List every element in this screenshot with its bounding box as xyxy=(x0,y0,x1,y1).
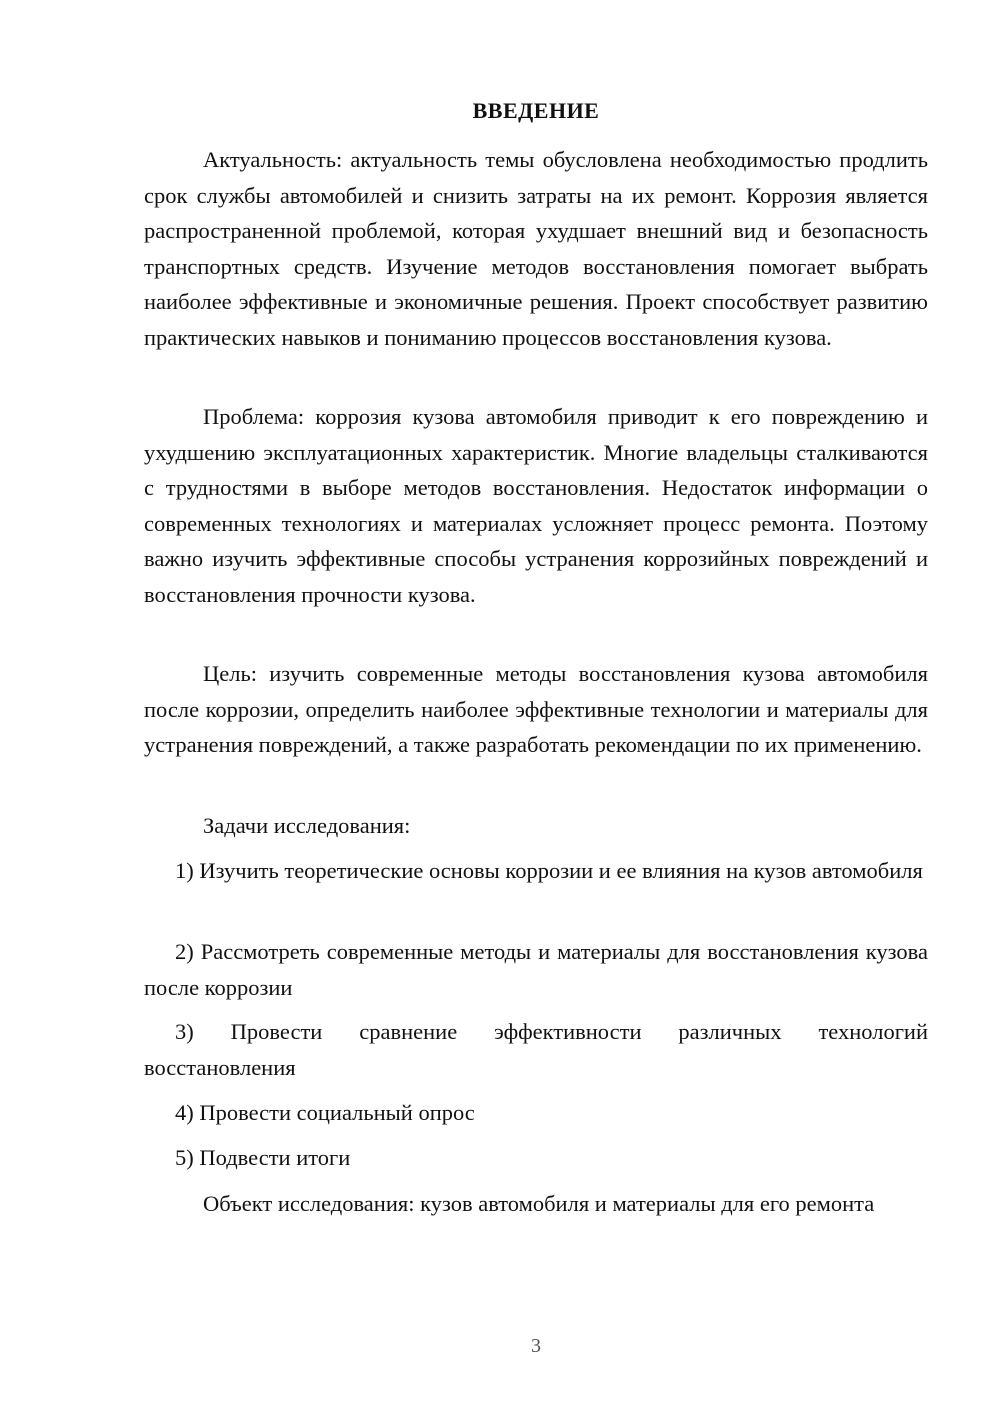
page-title: ВВЕДЕНИЕ xyxy=(472,98,600,123)
task-item-4: 4) Провести социальный опрос xyxy=(175,1100,475,1125)
task-item-1: 1) Изучить теоретические основы коррозии и ее влияния на кузов автомобиля xyxy=(175,858,923,883)
tasks-heading: Задачи исследования: xyxy=(203,813,411,838)
page-number: 3 xyxy=(531,1335,541,1357)
task-item-3: 3) Провести сравнение эффективности различных технологий восстановления xyxy=(144,1019,928,1080)
relevance-paragraph: Актуальность: актуальность темы обусловлена необходимостью продлить срок службы автомобилей и снизить затраты на их ремонт. Коррозия является распространенной проблемой, которая ухудшает внешний вид и безопасность транспортных средств. Изучение методов восстановления помогает выбрать наиболее эффективные и экономичные решения. Проект способствует развитию практических навыков и пониманию процессов восстановления кузова. xyxy=(144,147,928,350)
task-item-2: 2) Рассмотреть современные методы и материалы для восстановления кузова после коррозии xyxy=(144,939,928,1000)
problem-paragraph: Проблема: коррозия кузова автомобиля приводит к его повреждению и ухудшению эксплуатационных характеристик. Многие владельцы сталкиваются с трудностями в выборе методов восстановления. Недостаток информации о современных технологиях и материалах усложняет процесс ремонта. Поэтому важно изучить эффективные способы устранения коррозийных повреждений и восстановления прочности кузова. xyxy=(144,404,928,607)
goal-paragraph: Цель: изучить современные методы восстановления кузова автомобиля после коррозии, определить наиболее эффективные технологии и материалы для устранения повреждений, а также разработать рекомендации по их применению. xyxy=(144,661,928,757)
object-paragraph: Объект исследования: кузов автомобиля и материалы для его ремонта xyxy=(203,1191,875,1216)
task-item-5: 5) Подвести итоги xyxy=(175,1145,351,1170)
